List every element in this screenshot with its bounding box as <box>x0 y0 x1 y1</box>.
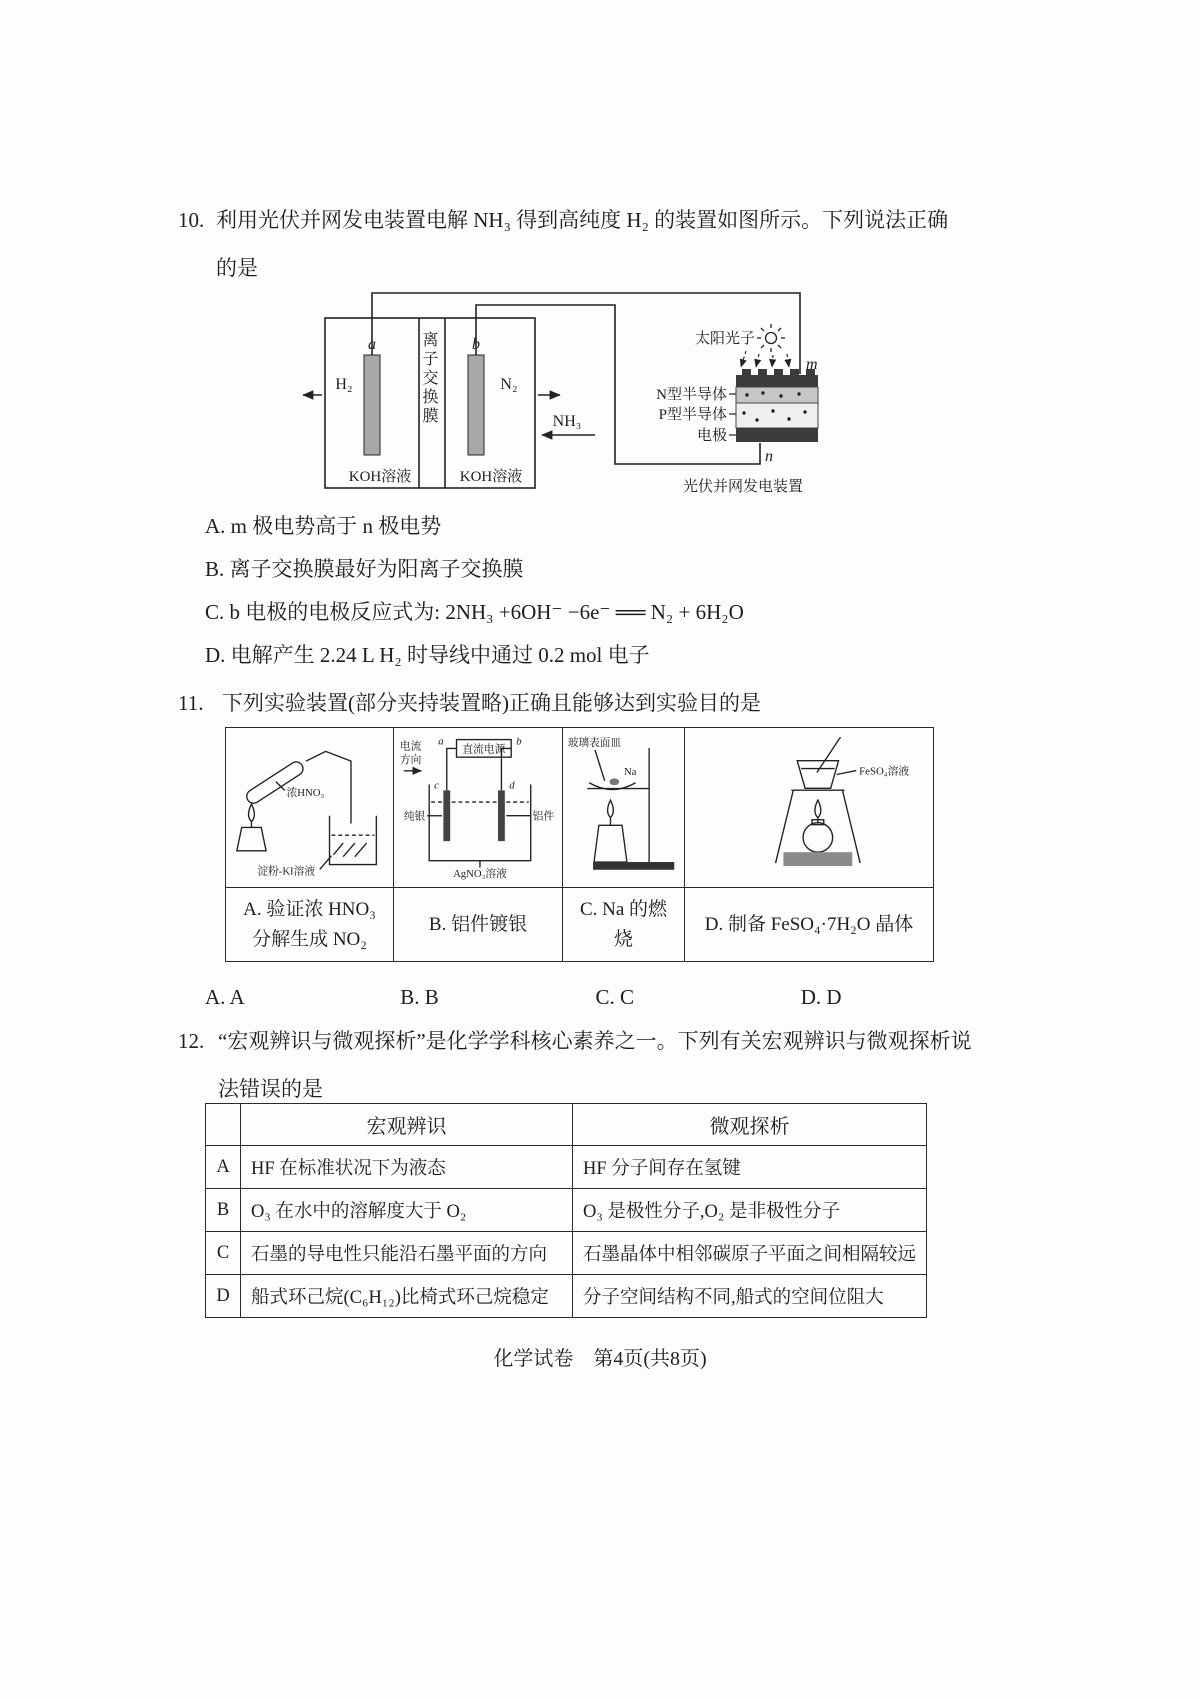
q12-stem-line1 <box>178 1028 972 1054</box>
stand-base <box>593 862 674 870</box>
q12-row-d-key: D <box>206 1275 241 1318</box>
q12-header-row <box>206 1104 927 1146</box>
q11-answer-choices <box>205 985 842 1010</box>
label-watch-glass: 玻璃表面皿 <box>567 738 621 750</box>
q12-row-b-key: B <box>206 1189 241 1232</box>
label-pv-caption: 光伏并网发电装置 <box>682 479 804 495</box>
heating-block <box>783 852 852 866</box>
q11-answer-a: A. A <box>205 985 245 1009</box>
q12-row-d <box>206 1275 927 1318</box>
q10-number: 10. <box>178 208 205 232</box>
label-electrode-d: d <box>509 779 515 792</box>
q12-row-c <box>206 1232 927 1275</box>
q10-option-b: B. 离子交换膜最好为阳离子交换膜 <box>205 557 524 581</box>
q12-row-b-macro: O₃ 在水中的溶解度大于 O₂ <box>241 1189 573 1232</box>
label-concentrated-hno3: 浓HNO₃ <box>286 787 324 800</box>
q12-row-a <box>206 1146 927 1189</box>
q11-apparatus-table <box>225 727 934 962</box>
label-feso4: FeSO₄溶液 <box>858 765 909 778</box>
q12-number: 12. <box>178 1029 205 1053</box>
q10-option-a: A. m 极电势高于 n 极电势 <box>205 514 442 538</box>
label-current-1: 电流 <box>399 740 422 753</box>
label-n2: N₂ <box>500 376 518 393</box>
q10-option-d: D. 电解产生 2.24 L H₂ 时导线中通过 0.2 mol 电子 <box>205 643 650 667</box>
q12-stem-text: “宏观辨识与微观探析”是化学学科核心素养之一。下列有关宏观辨识与微观探析说 <box>218 1029 972 1053</box>
q12-row-d-macro: 船式环己烷(C₆H₁₂)比椅式环己烷稳定 <box>241 1275 573 1318</box>
q12-row-c-key: C <box>206 1232 241 1275</box>
q12-row-a-macro: HF 在标准状况下为液态 <box>241 1146 573 1189</box>
q11-number: 11. <box>178 691 204 715</box>
label-nh3: NH₃ <box>552 413 582 430</box>
q12-row-d-micro: 分子空间结构不同,船式的空间位阻大 <box>573 1275 927 1318</box>
label-n: n <box>765 448 773 465</box>
pv-label-leaders <box>729 394 736 435</box>
electrode-d-bar <box>498 790 505 841</box>
q11-caption-c: C. Na 的燃烧 <box>563 888 685 962</box>
label-koh-left: KOH溶液 <box>348 469 412 485</box>
label-electrode-a: a <box>368 336 376 353</box>
q12-row-b-micro: O₃ 是极性分子,O₂ 是非极性分子 <box>573 1189 927 1232</box>
label-m: m <box>806 356 818 373</box>
label-koh-right: KOH溶液 <box>459 469 523 485</box>
electrode-b-bar <box>468 355 484 455</box>
apparatus-hno3-decomposition <box>230 730 390 880</box>
label-p-type: P型半导体 <box>658 407 727 423</box>
photon-arrows <box>741 351 789 367</box>
apparatus-electroplating <box>396 730 560 880</box>
page-footer: 化学试卷 第4页(共8页) <box>493 1348 707 1370</box>
label-electrode-b: b <box>472 336 480 353</box>
q11-stem <box>178 690 761 716</box>
label-starch-ki: 淀粉-KI溶液 <box>256 865 315 878</box>
q11-diagram-b <box>394 728 563 888</box>
q12-row-a-micro: HF 分子间存在氢键 <box>573 1146 927 1189</box>
q10-options <box>205 514 744 686</box>
q12-row-c-micro: 石墨晶体中相邻碳原子平面之间相隔较远 <box>573 1232 927 1275</box>
q11-answer-b: B. B <box>400 985 439 1009</box>
q12-row-a-key: A <box>206 1146 241 1189</box>
sun-icon <box>757 324 785 352</box>
q11-diagram-c <box>563 728 685 888</box>
label-current-2: 方向 <box>399 754 422 767</box>
q12-row-c-macro: 石墨的导电性只能沿石墨平面的方向 <box>241 1232 573 1275</box>
q11-caption-d: D. 制备 FeSO₄·7H₂O 晶体 <box>685 888 934 962</box>
q11-caption-b: B. 铝件镀银 <box>394 888 563 962</box>
q11-answer-d: D. D <box>800 985 842 1009</box>
gas-flow-arrows <box>303 395 595 435</box>
label-h2: H₂ <box>335 376 353 393</box>
label-pure-silver: 纯银 <box>403 810 426 823</box>
label-electrode-c: c <box>434 779 439 792</box>
q11-caption-a: A. 验证浓 HNO₃ 分解生成 NO₂ <box>226 888 394 962</box>
apparatus-feso4-crystal <box>689 730 930 880</box>
pv-device <box>736 369 818 442</box>
q11-stem-text: 下列实验装置(部分夹持装置略)正确且能够达到实验目的是 <box>222 691 761 715</box>
label-agno3: AgNO₃溶液 <box>453 868 507 880</box>
na-lump <box>609 778 619 785</box>
label-aluminum-part: 铝件 <box>532 810 555 823</box>
q10-diagram <box>295 283 855 505</box>
q10-stem-line1 <box>178 207 948 233</box>
label-terminal-b: b <box>516 735 522 748</box>
q10-stem-text: 利用光伏并网发电装置电解 NH₃ 得到高纯度 H₂ 的装置如图所示。下列说法正确 <box>216 208 949 232</box>
label-membrane: 离子交换膜 <box>420 331 437 426</box>
q12-stem-line2: 法错误的是 <box>218 1077 323 1101</box>
q12-header-micro: 微观探析 <box>573 1104 927 1146</box>
q12-comparison-table <box>205 1103 927 1318</box>
label-dc-power: 直流电源 <box>462 743 506 756</box>
q11-answer-c: C. C <box>595 985 635 1009</box>
q10-option-c: C. b 电极的电极反应式为: 2NH₃ +6OH⁻ −6e⁻ ══ N₂ + 6H₂O <box>205 600 744 624</box>
q11-diagram-a <box>226 728 394 888</box>
label-sun: 太阳光子 <box>694 331 755 347</box>
q11-diagram-d <box>685 728 934 888</box>
q12-row-b <box>206 1189 927 1232</box>
label-n-type: N型半导体 <box>656 387 727 403</box>
q11-caption-row <box>226 888 934 962</box>
electrode-c-bar <box>443 790 450 841</box>
apparatus-na-burning <box>566 730 682 880</box>
q12-header-blank <box>206 1104 241 1146</box>
electrode-a-bar <box>364 355 380 455</box>
label-terminal-a: a <box>438 735 444 748</box>
q12-header-macro: 宏观辨识 <box>241 1104 573 1146</box>
label-pv-electrode: 电极 <box>696 428 727 444</box>
q10-stem-line2: 的是 <box>216 256 258 280</box>
label-na: Na <box>623 767 636 779</box>
q11-diagram-row <box>226 728 934 888</box>
